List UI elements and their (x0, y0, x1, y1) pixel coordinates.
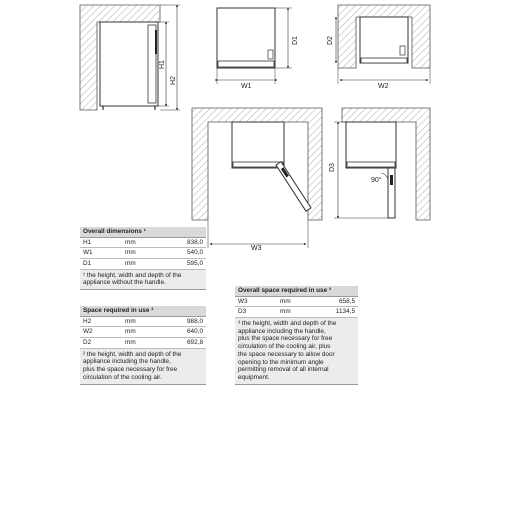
row-value: 838,0 (187, 238, 203, 246)
table-row (80, 327, 206, 338)
table-row (80, 259, 206, 270)
h1-label: H1 (159, 60, 166, 69)
table-title: Space required in use ² (80, 306, 206, 317)
row-key: D3 (238, 308, 247, 316)
table-title: Overall dimensions ¹ (80, 227, 206, 238)
row-key: D2 (83, 339, 92, 347)
d2-label: D2 (327, 36, 334, 45)
row-unit: mm (125, 249, 136, 257)
row-key: W2 (83, 328, 93, 336)
top-view-door-open (192, 108, 322, 252)
top-view-90-deg (329, 108, 430, 220)
row-key: W1 (83, 249, 93, 257)
row-value: 640,0 (187, 328, 203, 336)
row-unit: mm (125, 317, 136, 325)
row-unit: mm (125, 260, 136, 268)
top-view-closed (215, 8, 299, 90)
row-value: 1134,5 (335, 308, 355, 316)
table-footnote: ¹ the height, width and depth of the appliance without the handle. (80, 270, 206, 290)
row-key: H2 (83, 317, 92, 325)
row-key: D1 (83, 260, 92, 268)
d3-label: D3 (329, 163, 336, 172)
table-row (80, 317, 206, 328)
row-value: 988,0 (187, 317, 203, 325)
row-unit: mm (280, 297, 291, 305)
front-view (80, 5, 180, 110)
table-row (80, 248, 206, 259)
door-top (218, 61, 274, 67)
table-row (235, 307, 358, 318)
appliance-front (100, 22, 158, 106)
overall-space-table (235, 286, 358, 385)
d1-label: D1 (292, 36, 299, 45)
h2-label: H2 (170, 76, 177, 85)
row-unit: mm (125, 238, 136, 246)
overall-dimensions-table (80, 227, 206, 290)
row-unit: mm (125, 328, 136, 336)
row-value: 540,0 (187, 249, 203, 257)
handle (155, 30, 157, 54)
table-title: Overall space required in use ³ (235, 286, 358, 297)
angle-label: 90° (371, 177, 382, 184)
top-view-niche (327, 5, 430, 90)
row-unit: mm (125, 339, 136, 347)
table-row (235, 297, 358, 308)
row-value: 595,0 (187, 260, 203, 268)
space-required-table (80, 306, 206, 385)
table-footnote: ² the height, width and depth of the appliance including the handle, plus the space necessary for free circulation of the cooling air. (80, 349, 206, 385)
appliance-top (217, 8, 275, 68)
table-row (80, 238, 206, 249)
w3-label: W3 (251, 245, 262, 252)
table-footnote: ³ the height, width and depth of the appliance including the handle, plus the space necessary for free circulation of the cooling air, plus the space necessary to allow door opening to the minimum angle permitting removal of all internal equipment. (235, 318, 358, 385)
w2-label: W2 (378, 83, 389, 90)
row-key: W3 (238, 297, 248, 305)
w1-label: W1 (241, 83, 252, 90)
table-row (80, 338, 206, 349)
row-value: 692,8 (187, 339, 203, 347)
row-key: H1 (83, 238, 92, 246)
row-value: 658,5 (339, 297, 355, 305)
row-unit: mm (280, 308, 291, 316)
